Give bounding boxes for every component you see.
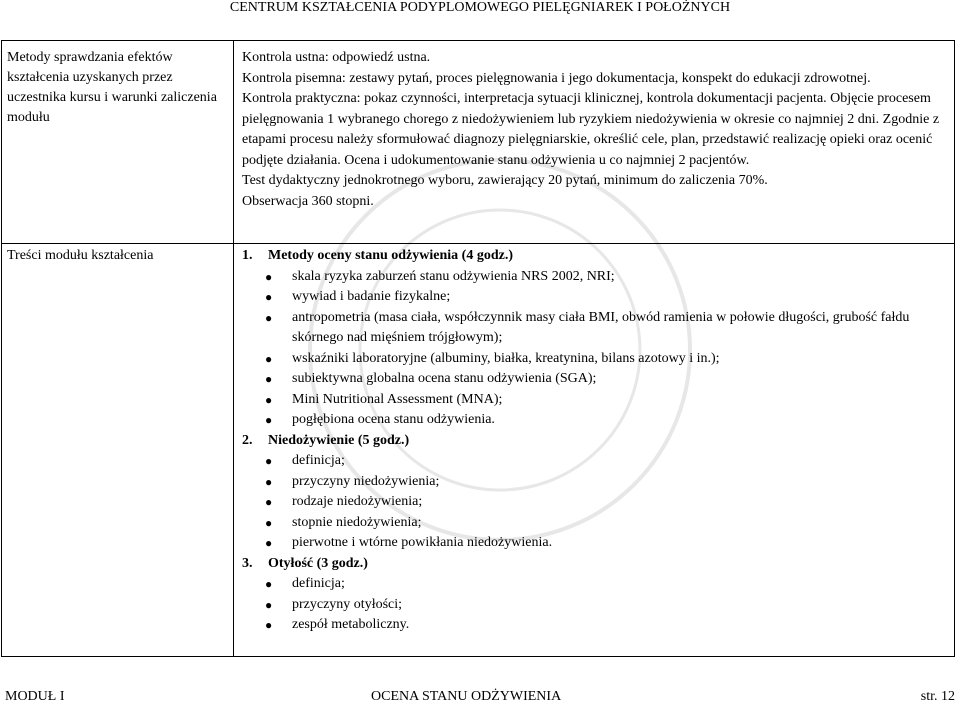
- list-item: ● antropometria (masa ciała, współczynnik masy ciała BMI, obwód ramienia w połowie długości, grubość fałdu skórnego nad mięśniem trójgłowym);: [265, 309, 910, 345]
- assessment-line: Kontrola praktyczna: pokaz czynności, interpretacja sytuacji klinicznej, kontrola dokumentacji pacjenta. Objęcie procesem pielęgnowania 1 wybranego chorego z niedożywieniem lub ryzykiem niedożywienia w okresie co najmniej 2 dni. Zgodnie z etapami procesu należy sformułować diagnozy pielęgniarskie, określić cele, plan, przedstawić realizację opieki oraz ocenić podjęte działania. Ocena i udokumentowanie stanu odżywienia u co najmniej 2 pacjentów.: [242, 91, 940, 168]
- row-label-assessment-methods: Metody sprawdzania efektów kształcenia uzyskanych przez uczestnika kursu i warunki zaliczenia modułu: [7, 50, 217, 125]
- section-list: [242, 574, 952, 636]
- section-heading: 1. Metody oceny stanu odżywienia (4 godz.): [242, 248, 513, 263]
- row-label-module-contents: Treści modułu kształcenia: [7, 248, 154, 263]
- module-contents: [242, 246, 952, 636]
- bullet-icon: ●: [265, 536, 273, 550]
- bullet-icon: ●: [265, 495, 273, 509]
- bullet-icon: ●: [265, 413, 273, 427]
- list-item: ● stopnie niedożywienia;: [242, 513, 952, 534]
- bullet-icon: ●: [265, 618, 273, 632]
- list-item: ● subiektywna globalna ocena stanu odżywienia (SGA);: [242, 369, 952, 390]
- footer-title: OCENA STANU ODŻYWIENIA: [371, 689, 562, 704]
- module-table: [1, 40, 955, 657]
- bullet-icon: ●: [265, 597, 273, 612]
- bullet-icon: ●: [265, 515, 273, 530]
- bullet-icon: ●: [265, 290, 273, 304]
- page-number: str. 12: [920, 689, 955, 704]
- list-item: ● przyczyny otyłości;: [242, 595, 952, 616]
- list-item: ● przyczyny niedożywienia;: [242, 472, 952, 493]
- bullet-icon: ●: [265, 392, 273, 407]
- list-item: ● wskaźniki laboratoryjne (albuminy, białka, kreatynina, bilans azotowy i in.);: [242, 349, 952, 370]
- assessment-line: Test dydaktyczny jednokrotnego wyboru, zawierający 20 pytań, minimum do zaliczenia 70%.: [242, 173, 768, 188]
- list-item: ● definicja;: [242, 574, 952, 595]
- section-heading: 3. Otyłość (3 godz.): [242, 555, 368, 571]
- list-item: ● pierwotne i wtórne powikłania niedożywienia.: [242, 533, 952, 554]
- bullet-icon: ●: [265, 310, 273, 325]
- bullet-icon: ●: [265, 351, 273, 366]
- section-list: [242, 267, 952, 431]
- list-item: ● pogłębiona ocena stanu odżywienia.: [242, 410, 952, 431]
- bullet-icon: ●: [265, 474, 273, 489]
- assessment-line: Obserwacja 360 stopni.: [242, 193, 374, 209]
- bullet-icon: ●: [265, 372, 273, 386]
- list-item: ● definicja;: [242, 451, 952, 472]
- list-item: ● skala ryzyka zaburzeń stanu odżywienia NRS 2002, NRI;: [242, 267, 952, 288]
- bullet-icon: ●: [265, 269, 273, 284]
- page-footer: [5, 689, 955, 705]
- assessment-methods-content: [242, 48, 952, 212]
- table-row-divider: [2, 243, 954, 244]
- assessment-line: Kontrola pisemna: zestawy pytań, proces pielęgnowania i jego dokumentacja, konspekt do edukacji zdrowotnej.: [242, 70, 871, 86]
- section-list: [242, 451, 952, 554]
- section-heading: 2. Niedożywienie (5 godz.): [242, 432, 410, 448]
- table-column-divider: [233, 41, 234, 656]
- bullet-icon: ●: [265, 577, 273, 591]
- bullet-icon: ●: [265, 454, 273, 468]
- page-header: CENTRUM KSZTAŁCENIA PODYPLOMOWEGO PIELĘGNIAREK I POŁOŻNYCH: [229, 0, 731, 15]
- list-item: ● Mini Nutritional Assessment (MNA);: [242, 390, 952, 411]
- list-item: ● rodzaje niedożywienia;: [242, 492, 952, 513]
- footer-module: MODUŁ I: [5, 689, 65, 704]
- list-item: ● zespół metaboliczny.: [242, 615, 952, 636]
- assessment-line: Kontrola ustna: odpowiedź ustna.: [242, 50, 431, 65]
- list-item: ● wywiad i badanie fizykalne;: [242, 287, 952, 308]
